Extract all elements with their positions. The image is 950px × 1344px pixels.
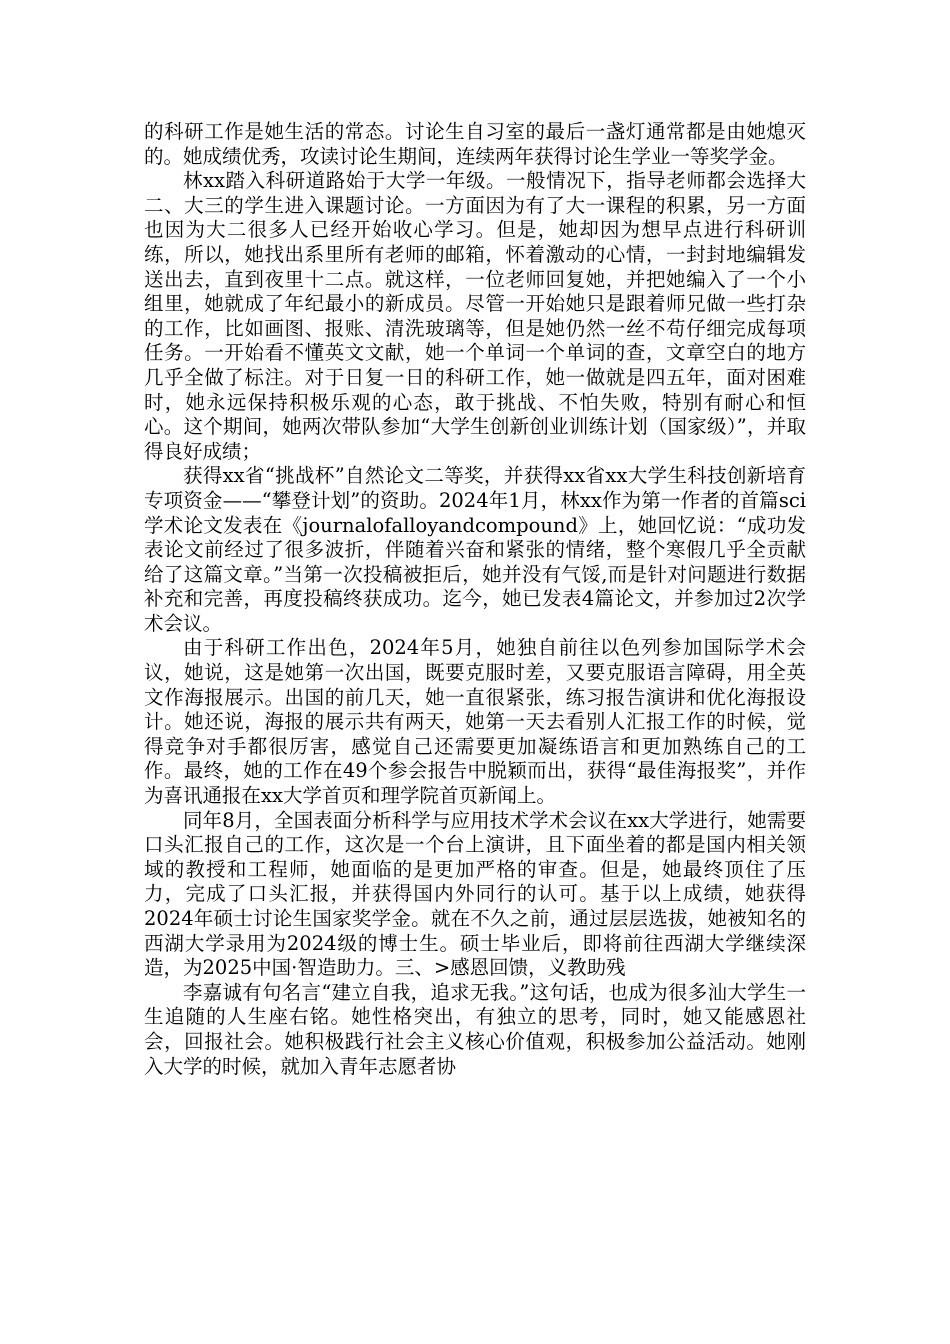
paragraph-5: 同年8月，全国表面分析科学与应用技术学术会议在xx大学进行，她需要口头汇报自己的工作，这次是一个台上演讲，且下面坐着的都是国内相关领域的教授和工程师，她面临的是更加严格的审查。但是，她最终顶住了压力，完成了口头汇报，并获得国内外同行的认可。基于以上成绩，她获得2024年硕士讨论生国家奖学金。就在不久之前，通过层层选拔，她被知名的西湖大学录用为2024级的博士生。硕士毕业后，即将前往西湖大学继续深造，为2025中国·智造助力。三、>感恩回馈，义教助残 [144, 808, 806, 980]
paragraph-3: 获得xx省“挑战杯”自然论文二等奖，并获得xx省xx大学生科技创新培育专项资金——“攀登计划”的资助。2024年1月，林xx作为第一作者的首篇sci学术论文发表在《journalofalloyandcompound》上，她回忆说：“成功发表论文前经过了很多波折，伴随着兴奋和紧张的情绪，整个寒假几乎全贡献给了这篇文章。”当第一次投稿被拒后，她并没有气馁,而是针对问题进行数据补充和完善，再度投稿终获成功。迄今，她已发表4篇论文，并参加过2次学术会议。 [144, 464, 806, 635]
document-page [144, 120, 806, 1260]
paragraph-2: 林xx踏入科研道路始于大学一年级。一般情况下，指导老师都会选择大二、大三的学生进入课题讨论。一方面因为有了大一课程的积累，另一方面也因为大二很多人已经开始收心学习。但是，她却因为想早点进行科研训练，所以，她找出系里所有老师的邮箱，怀着激动的心情，一封封地编辑发送出去，直到夜里十二点。就这样，一位老师回复她，并把她编入了一个小组里，她就成了年纪最小的新成员。尽管一开始她只是跟着师兄做一些打杂的工作，比如画图、报账、清洗玻璃等，但是她仍然一丝不苟仔细完成每项任务。一开始看不懂英文文献，她一个单词一个单词的查，文章空白的地方几乎全做了标注。对于日复一日的科研工作，她一做就是四五年，面对困难时，她永远保持积极乐观的心态，敢于挑战、不怕失败，特别有耐心和恒心。这个期间，她两次带队参加“大学生创新创业训练计划（国家级）”，并取得良好成绩； [144, 169, 806, 463]
paragraph-6: 李嘉诚有句名言“建立自我，追求无我。”这句话，也成为很多汕大学生一生追随的人生座右铭。她性格突出，有独立的思考，同时，她又能感恩社会，回报社会。她积极践行社会主义核心价值观，积极参加公益活动。她刚入大学的时候，就加入青年志愿者协 [144, 980, 806, 1078]
paragraph-4: 由于科研工作出色，2024年5月，她独自前往以色列参加国际学术会议，她说，这是她第一次出国，既要克服时差，又要克服语言障碍，用全英文作海报展示。出国的前几天，她一直很紧张，练习报告演讲和优化海报设计。她还说，海报的展示共有两天，她第一天去看别人汇报工作的时候，觉得竞争对手都很厉害，感觉自己还需要更加凝练语言和更加熟练自己的工作。最终，她的工作在49个参会报告中脱颖而出，获得“最佳海报奖”，并作为喜讯通报在xx大学首页和理学院首页新闻上。 [144, 636, 806, 808]
paragraph-1: 的科研工作是她生活的常态。讨论生自习室的最后一盏灯通常都是由她熄灭的。她成绩优秀，攻读讨论生期间，连续两年获得讨论生学业一等奖学金。 [144, 120, 806, 168]
